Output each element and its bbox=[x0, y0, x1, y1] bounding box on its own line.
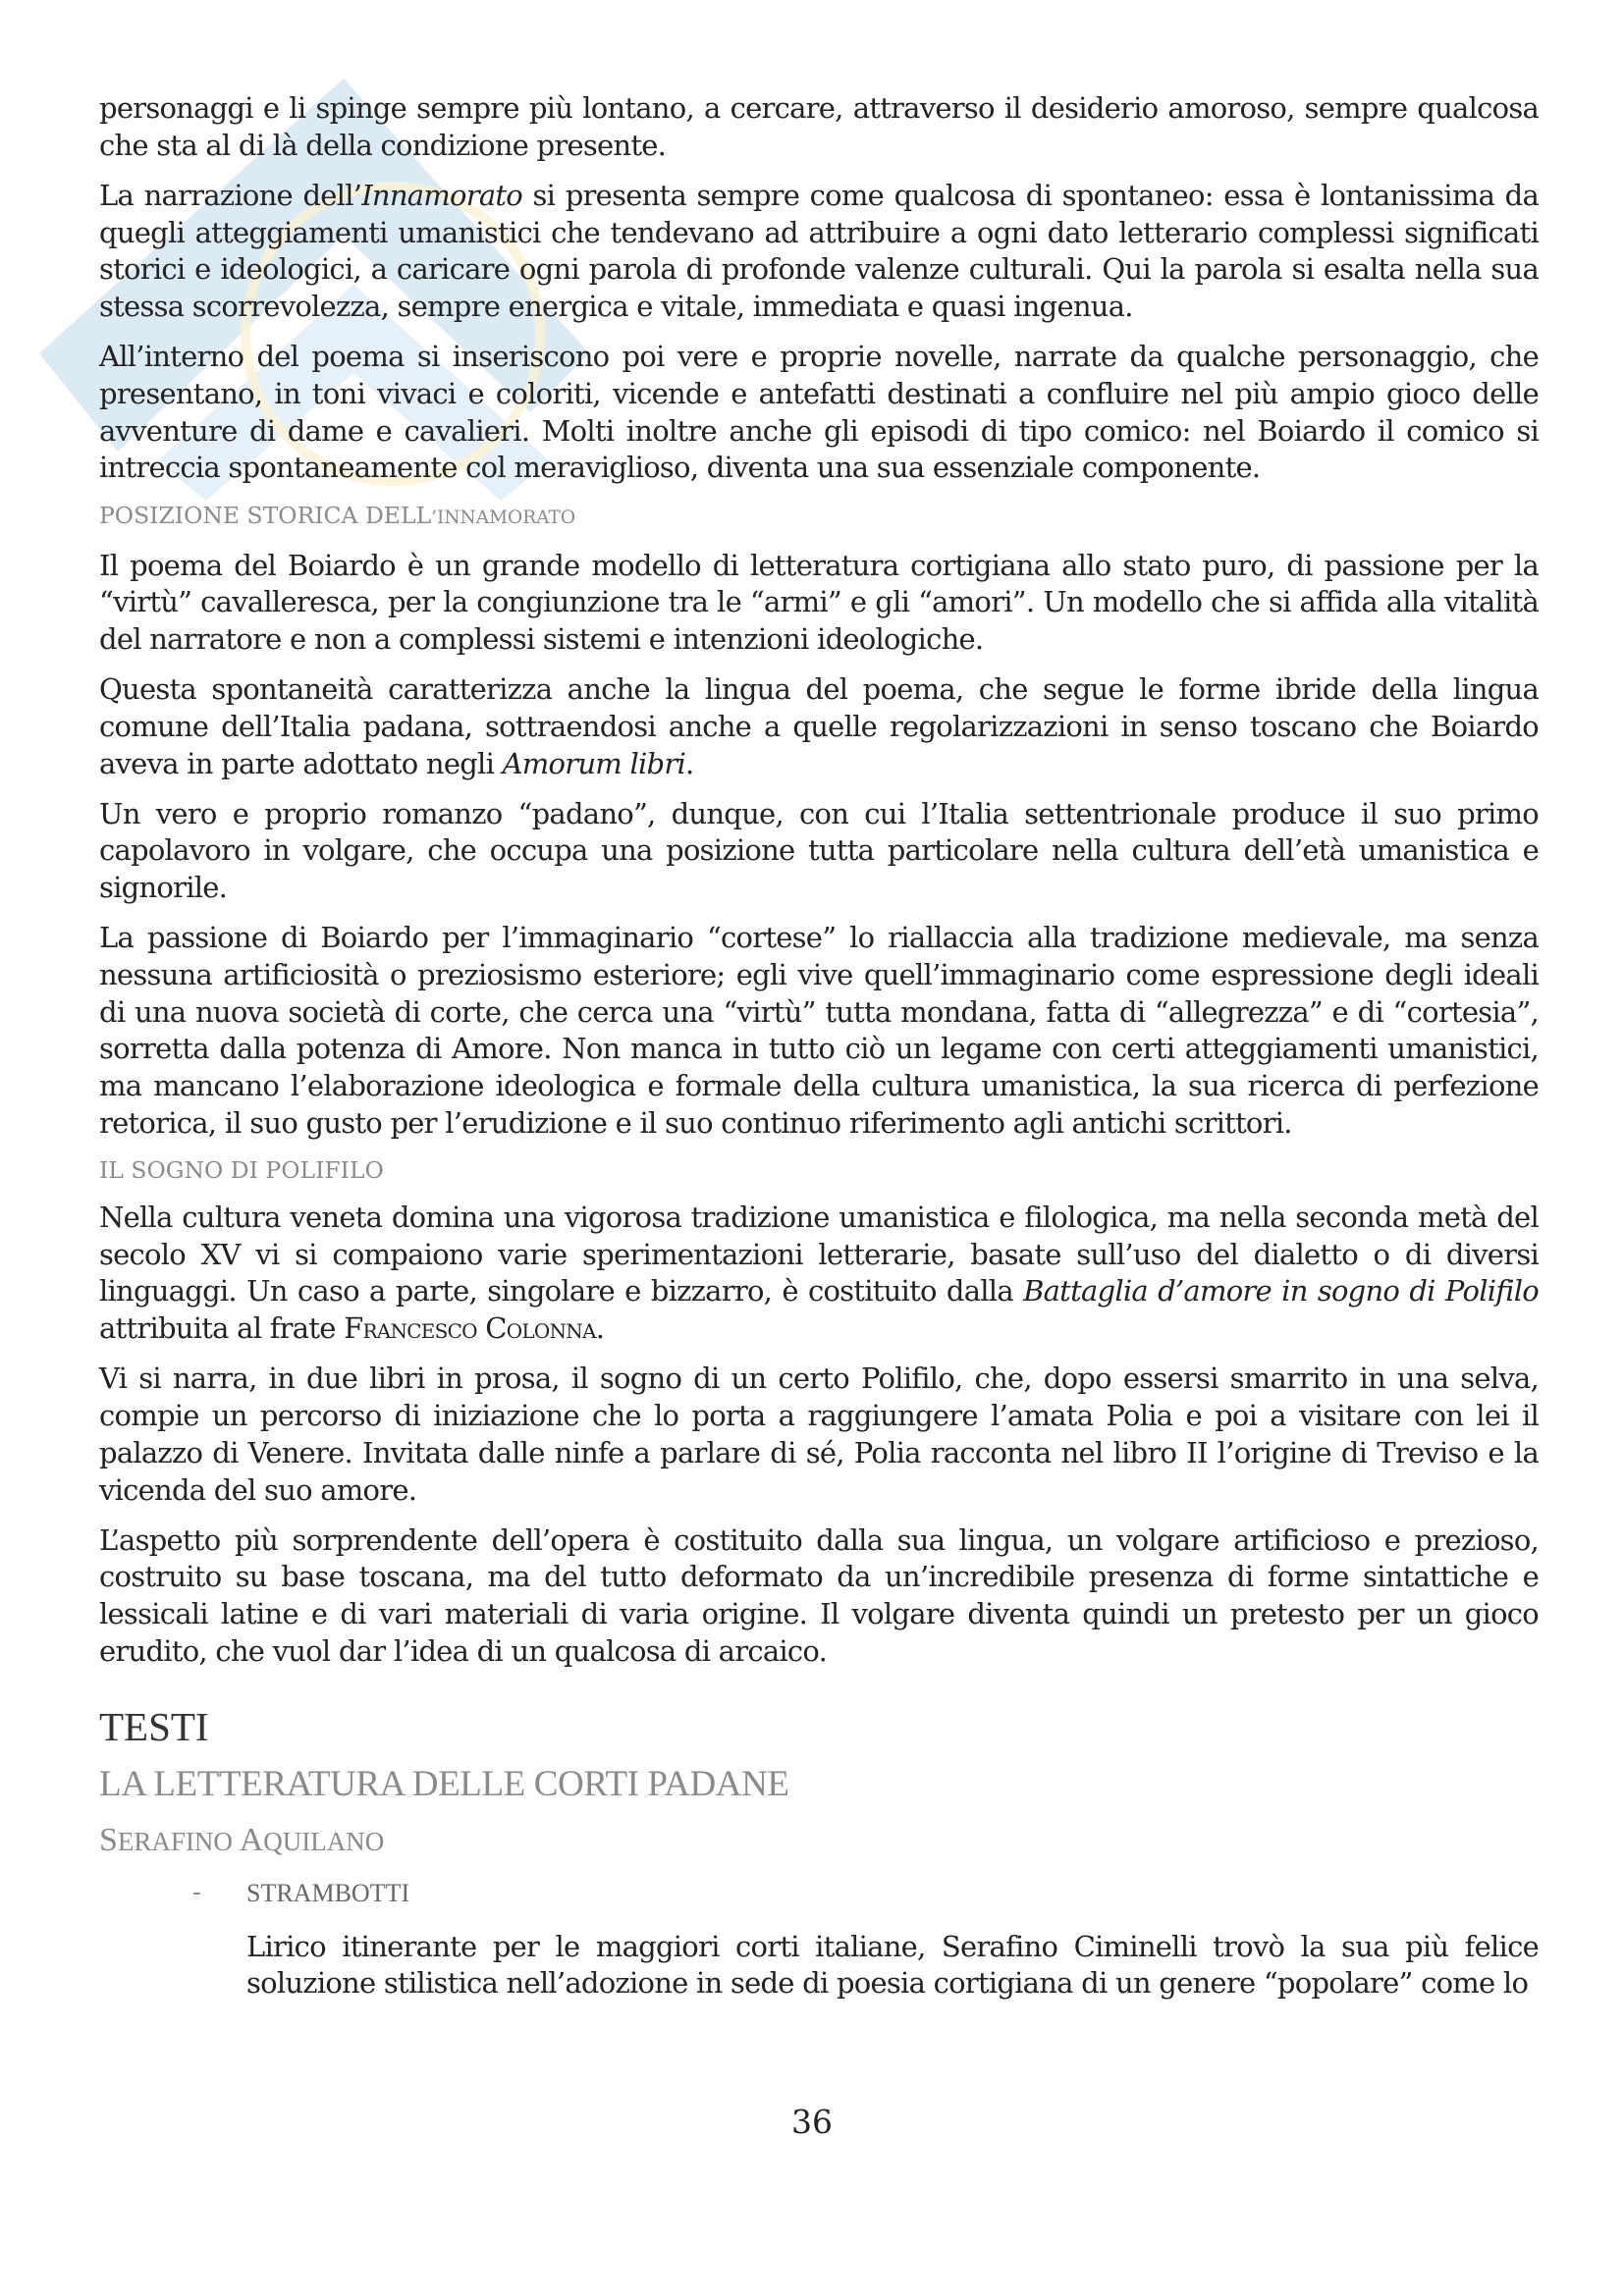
subsection-heading-serafino-aquilano bbox=[99, 1820, 1539, 1862]
heading-text: IL SOGNO DI POLIFILO bbox=[99, 1156, 384, 1185]
section-heading-sogno-polifilo bbox=[99, 1155, 1539, 1185]
list-item-strambotti bbox=[99, 1876, 1539, 1911]
paragraph-lingua-opera bbox=[99, 1522, 1539, 1671]
paragraph-text: Lirico itinerante per le maggiori corti italiane, Serafino Ciminelli trovò la sua più felice soluzione stilistica nell’adozione in sede di poesia cortigiana di un genere “popolare” come lo bbox=[246, 1929, 1539, 2001]
heading-text: A bbox=[239, 1821, 264, 1858]
paragraph-text: All’interno del poema si inseriscono poi vere e proprie novelle, narrate da qualche personaggio, che presentano, in toni vivaci e coloriti, vicende e antefatti destinati a confluire nel più ampio gioco delle avventure di dame e cavalieri. Molti inoltre anche gli episodi di tipo comico: nel Boiardo il comico si intreccia spontaneamente col meraviglioso, diventa una sua essenziale componente. bbox=[99, 340, 1539, 485]
paragraph-novelle bbox=[99, 339, 1539, 487]
heading-text-small: ’INNAMORATO bbox=[431, 507, 575, 528]
paragraph-narrazione bbox=[99, 178, 1539, 326]
paragraph-immaginario-cortese bbox=[99, 920, 1539, 1142]
heading-text-small: QUILANO bbox=[263, 1826, 385, 1856]
paragraph-continuation bbox=[99, 90, 1539, 164]
text-run: . bbox=[684, 746, 694, 780]
page-number: 36 bbox=[791, 2103, 833, 2141]
text-run: La narrazione dell’ bbox=[99, 178, 362, 212]
text-run: Questa spontaneità caratterizza anche la lingua del poema, che segue le forme ibride della lingua comune dell’Italia padana, sottraendosi anche a quelle regolarizzazioni in senso toscano che Boiardo aveva in parte adottato negli bbox=[99, 672, 1539, 780]
text-run: si presenta sempre come qualcosa di spontaneo: essa è lontanissima da quegli atteggiamenti umanistici che tendevano ad attribuire a ogni dato letterario complessi significati storici e ideologici, a caricare ogni parola di profonde valenze culturali. Qui la parola si esalta nella sua stessa scorrevolezza, sempre energica e vitale, immediata e quasi ingenua. bbox=[99, 178, 1539, 324]
paragraph-modello bbox=[99, 548, 1539, 659]
paragraph-text: L’aspetto più sorprendente dell’opera è costituito dalla sua lingua, un volgare artificioso e prezioso, costruito su base toscana, ma del tutto deformato da un’incredibile presenza di forme sintattiche e lessicali latine e di vari materiali di varia origine. Il volgare diventa quindi un pretesto per un gioco erudito, che vuol dar l’idea di un qualcosa di arcaico. bbox=[99, 1522, 1539, 1668]
paragraph-serafino bbox=[246, 1929, 1539, 2002]
paragraph-text: Un vero e proprio romanzo “padano”, dunque, con cui l’Italia settentrionale produce il suo primo capolavoro in volgare, che occupa una posizione tutta particolare nella cultura dell’età umanistica e signorile. bbox=[99, 796, 1539, 905]
section-heading-corti-padane: LA LETTERATURA DELLE CORTI PADANE bbox=[99, 1763, 789, 1804]
italic-title: Battaglia d’amore in sogno di Polifilo bbox=[1023, 1274, 1539, 1308]
list-dash: - bbox=[192, 1877, 201, 1907]
list-heading-strambotti: STRAMBOTTI bbox=[246, 1878, 410, 1907]
paragraph-text: personaggi e li spinge sempre più lontano, a cercare, attraverso il desiderio amoroso, sempre qualcosa che sta al di là della condizione presente. bbox=[99, 91, 1539, 162]
paragraph-polifilo-trama bbox=[99, 1361, 1539, 1509]
author-name: Francesco Colonna bbox=[344, 1311, 596, 1346]
heading-text-small: ERAFINO bbox=[117, 1826, 240, 1856]
indented-block bbox=[99, 1929, 1539, 2002]
chapter-heading-testi: TESTI bbox=[99, 1703, 209, 1749]
text-run: . bbox=[595, 1311, 605, 1346]
paragraph-cultura-veneta bbox=[99, 1200, 1539, 1348]
paragraph-romanzo-padano bbox=[99, 796, 1539, 907]
section-heading-posizione-storica bbox=[99, 501, 1539, 533]
heading-text: POSIZIONE STORICA DELL bbox=[99, 501, 432, 529]
paragraph-text: La passione di Boiardo per l’immaginario “cortese” lo riallaccia alla tradizione medievale, ma senza nessuna artificiosità o preziosismo esteriore; egli vive quell’immaginario come espressione degli ideali di una nuova società di corte, che cerca una “virtù” tutta mondana, fatta di “allegrezza” e di “cortesia”, sorretta dalla potenza di Amore. Non manca in tutto ciò un legame con certi atteggiamenti umanistici, ma mancano l’elaborazione ideologica e formale della cultura umanistica, la sua ricerca di perfezione retorica, il suo gusto per l’erudizione e il suo continuo riferimento agli antichi scrittori. bbox=[99, 921, 1539, 1140]
heading-text: S bbox=[99, 1821, 118, 1858]
page-content bbox=[99, 90, 1539, 2015]
text-run: Nella cultura veneta domina una vigorosa tradizione umanistica e filologica, ma nella seconda metà del secolo XV vi si compaiono varie sperimentazioni letterarie, basate sull’uso del dialetto o di diversi linguaggi. Un caso a parte, singolare e bizzarro, è costituito dalla bbox=[99, 1201, 1539, 1308]
paragraph-lingua bbox=[99, 671, 1539, 782]
italic-title: Amorum libri bbox=[502, 746, 685, 780]
italic-title: Innamorato bbox=[361, 178, 523, 212]
text-run: attribuita al frate bbox=[99, 1311, 345, 1346]
paragraph-text: Il poema del Boiardo è un grande modello di letteratura cortigiana allo stato puro, di passione per la “virtù” cavalleresca, per la congiunzione tra le “armi” e gli “amori”. Un modello che si affida alla vitalità del narratore e non a complessi sistemi e intenzioni ideologiche. bbox=[99, 548, 1539, 656]
paragraph-text: Vi si narra, in due libri in prosa, il sogno di un certo Polifilo, che, dopo essersi smarrito in una selva, compie un percorso di iniziazione che lo porta a raggiungere l’amata Polia e poi a visitare con lei il palazzo di Venere. Invitata dalle ninfe a parlare di sé, Polia racconta nel libro II l’origine di Treviso e la vicenda del suo amore. bbox=[99, 1362, 1539, 1507]
